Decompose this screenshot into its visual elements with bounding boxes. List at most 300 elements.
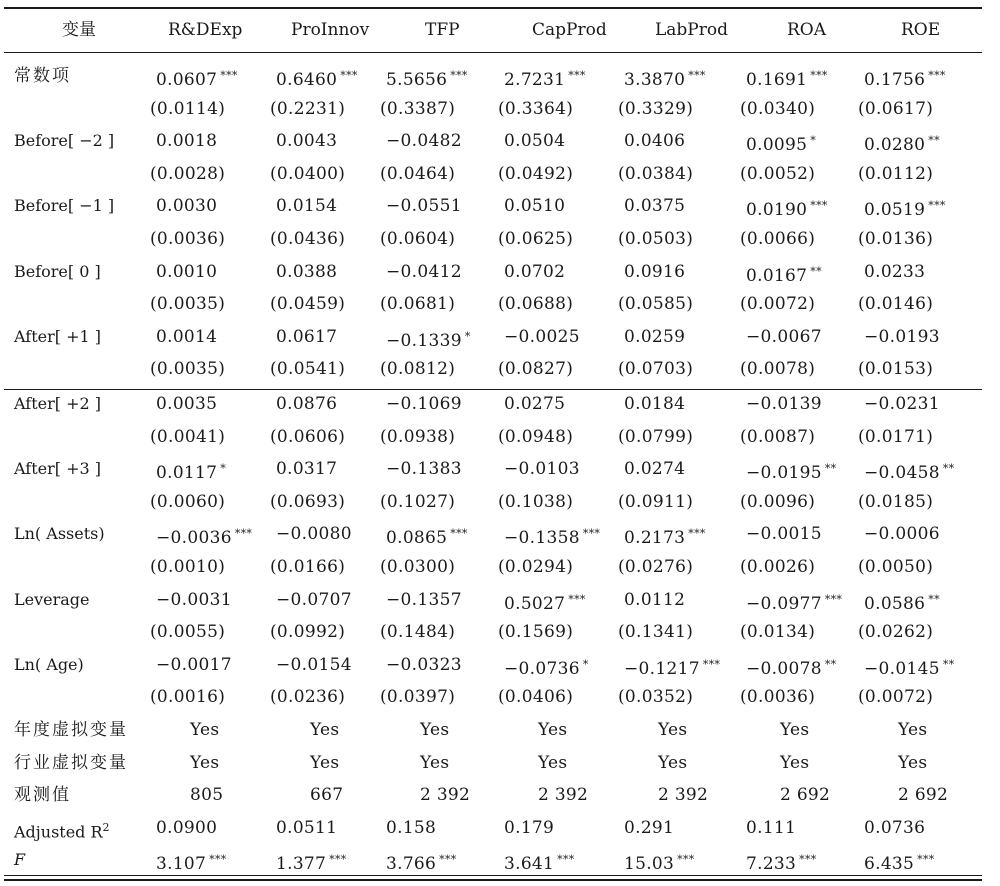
se-cell: (0.0166) [270,557,346,577]
row-label: 年度虚拟变量 [14,720,128,740]
coef-cell [276,389,337,419]
coef-cell [504,322,580,352]
value-text: 0.0018 [156,131,218,152]
significance-stars: *** [810,69,828,82]
table-row-footer [4,748,982,778]
coef-cell [156,389,217,419]
value-text: −0.0139 [746,394,822,414]
footer-cell [898,780,948,810]
footer-cell [420,715,449,745]
se-cell: (0.0060) [150,491,226,512]
value-text: 3.3870 [624,70,686,90]
table-row-coef [4,519,982,549]
coef-cell [276,191,337,221]
value-text: −0.0031 [156,589,232,610]
coef-cell [156,454,226,484]
coef-cell [746,322,822,352]
coef-cell [386,322,471,352]
coef-cell [504,126,565,156]
footer-cell [538,715,567,745]
se-cell: (0.0050) [858,557,934,577]
coef-cell [156,191,217,221]
se-cell: (0.1027) [380,491,456,512]
value-text: 0.1756 [864,70,926,90]
coef-cell [156,322,217,352]
significance-stars: * [582,657,589,671]
value-text: 0.0317 [276,459,338,480]
value-text: −0.0707 [276,589,352,610]
coef-cell [624,454,685,484]
table-row-coef [4,257,982,287]
value-text: 0.0112 [624,589,686,610]
footer-cell [746,813,796,843]
value-text: 0.0275 [504,394,566,414]
coef-cell [746,61,828,91]
value-text: 0.0259 [624,326,686,347]
se-cell: (0.0026) [740,557,816,577]
value-text: 0.0167 [746,265,808,286]
header-col-roe: ROE [901,20,941,40]
coef-cell [624,519,706,549]
value-text: 2.7231 [504,70,566,90]
coef-cell [386,519,468,549]
footer-cell [746,845,817,875]
significance-stars: *** [439,853,457,867]
value-text: 0.291 [624,817,675,838]
se-cell: (0.0948) [498,426,574,447]
value-text: 0.0865 [386,528,448,549]
bottom-rule-2 [4,879,982,881]
value-text: Yes [538,752,568,773]
se-cell: (0.0153) [858,359,934,380]
value-text: 0.1691 [746,70,808,90]
significance-stars: *** [582,527,601,541]
value-text: 0.0274 [624,459,686,480]
value-text: 0.5027 [504,593,566,614]
value-text: 0.0014 [156,326,218,347]
coef-cell [864,322,940,352]
significance-stars: * [464,329,471,343]
significance-stars: *** [234,527,253,541]
coef-cell [504,61,586,91]
value-text: Yes [898,752,928,773]
se-cell: (0.0236) [270,687,346,708]
footer-cell [780,748,809,778]
value-text: 0.0388 [276,261,338,282]
coef-cell [864,61,946,91]
coef-cell [386,191,462,221]
se-cell: (0.0276) [618,557,694,577]
value-text: 0.0607 [156,70,218,90]
coef-cell [624,389,685,419]
coef-cell [864,585,940,615]
value-text: −0.1339 [386,330,462,351]
significance-stars: ** [824,657,837,671]
value-text: Yes [538,720,568,740]
value-text: −0.1357 [386,589,462,610]
se-cell: (0.0134) [740,622,816,643]
se-cell: (0.0606) [270,426,346,447]
significance-stars: *** [677,853,695,867]
header-variable: 变量 [62,20,96,40]
footer-cell [864,813,925,843]
coef-cell [746,389,822,419]
footer-cell [898,715,927,745]
value-text: −0.0736 [504,658,580,679]
value-text: 0.0154 [276,196,338,217]
significance-stars: *** [688,527,706,541]
coef-cell [276,454,337,484]
value-text: 1.377 [276,854,327,875]
se-cell: (0.0072) [740,294,816,315]
value-text: 0.0035 [156,394,218,414]
coef-cell [276,585,352,615]
se-cell: (0.0492) [498,163,574,184]
header-col-capprod: CapProd [532,20,607,40]
value-text: −0.0080 [276,524,352,545]
value-text: 0.0233 [864,261,926,282]
coef-cell [156,126,217,156]
value-text: 3.766 [386,854,437,875]
value-text: 2 692 [780,785,831,806]
value-text: −0.0195 [746,463,822,484]
superscript: 2 [102,820,110,834]
se-cell: (0.0052) [740,163,816,184]
value-text: 0.0900 [156,817,218,838]
significance-stars: *** [329,853,347,867]
se-cell: (0.0035) [150,294,226,315]
footer-cell [190,748,219,778]
se-cell: (0.0397) [380,687,456,708]
value-text: 0.0511 [276,817,338,838]
header-rule [4,52,982,53]
footer-cell [310,748,339,778]
value-text: 0.158 [386,817,437,838]
value-text: 0.179 [504,817,555,838]
coef-cell [746,650,836,680]
table-row-footer [4,813,982,843]
se-cell: (0.0262) [858,622,934,643]
se-cell: (0.0688) [498,294,574,315]
value-text: −0.0025 [504,326,580,347]
footer-cell [386,813,436,843]
coef-cell [276,519,352,549]
coef-cell [624,126,685,156]
se-cell: (0.0938) [380,426,456,447]
coef-cell [156,257,217,287]
row-label: 常数项 [14,66,71,86]
significance-stars: *** [450,527,468,541]
value-text: 2 692 [898,785,949,806]
coef-cell [864,454,954,484]
coef-cell [746,519,822,549]
value-text: 2 392 [658,785,709,806]
value-text: −0.0036 [156,528,232,549]
value-text: −0.0458 [864,463,940,484]
coef-cell [504,389,565,419]
footer-cell [780,715,809,745]
se-cell: (0.0055) [150,622,226,643]
header-col-labprod: LabProd [655,20,728,40]
se-cell: (0.0352) [618,687,694,708]
se-cell: (0.0146) [858,294,934,315]
footer-cell [310,780,343,810]
coef-cell [864,126,940,156]
se-cell: (0.3364) [498,98,574,119]
se-cell: (0.1038) [498,491,574,512]
footer-cell [420,780,470,810]
significance-stars: *** [450,69,468,82]
coef-cell [746,191,828,221]
value-text: −0.0482 [386,131,462,152]
coef-cell [386,126,462,156]
value-text: Yes [190,752,220,773]
value-text: Yes [310,752,340,773]
se-cell: (0.0016) [150,687,226,708]
footer-cell [156,845,227,875]
coef-cell [624,257,685,287]
footer-cell [504,845,575,875]
value-text: −0.0231 [864,394,940,414]
value-text: Yes [780,752,810,773]
value-text: −0.1069 [386,394,462,414]
coef-cell [746,257,822,287]
footer-cell [538,780,588,810]
coef-cell [276,257,337,287]
footer-cell [658,748,687,778]
value-text: −0.0015 [746,524,822,545]
value-text: 0.0030 [156,196,218,217]
se-cell: (0.0617) [858,98,934,119]
table-row-se [4,487,982,517]
value-text: 6.435 [864,854,915,875]
se-cell: (0.0078) [740,359,816,380]
footer-cell [898,748,927,778]
se-cell: (0.0294) [498,557,574,577]
se-cell: (0.0911) [618,491,694,512]
footer-cell [504,813,554,843]
table-row-se [4,422,982,452]
value-text: Yes [420,720,450,740]
coef-cell [386,61,468,91]
coef-cell [624,61,706,91]
se-cell: (0.0459) [270,294,346,315]
se-cell: (0.0384) [618,163,694,184]
significance-stars: *** [209,853,227,867]
row-label: Before[ 0 ] [14,261,101,281]
coef-cell [864,389,940,419]
row-label: Before[ −2 ] [14,131,115,151]
row-label: Leverage [14,589,90,609]
value-text: −0.0067 [746,326,822,347]
significance-stars: *** [917,853,935,867]
significance-stars: *** [568,592,586,606]
coef-cell [276,322,337,352]
table-row-coef [4,454,982,484]
row-label: Ln( Assets) [14,524,105,544]
significance-stars: ** [928,134,940,148]
value-text: 0.0510 [504,196,566,217]
se-cell: (0.0625) [498,229,574,249]
coef-cell [504,454,580,484]
table-row-se [4,224,982,254]
table-row-se [4,159,982,189]
se-cell: (0.0400) [270,163,346,184]
value-text: 0.0586 [864,593,926,614]
se-cell: (0.0436) [270,229,346,249]
footer-cell [624,813,674,843]
significance-stars: * [810,134,817,148]
se-cell: (0.0541) [270,359,346,380]
value-text: 0.0184 [624,394,686,414]
value-text: Yes [658,752,688,773]
row-label: 行业虚拟变量 [14,752,128,773]
significance-stars: *** [928,69,946,82]
se-cell: (0.3387) [380,98,456,119]
value-text: −0.0412 [386,261,462,282]
coef-cell [276,126,337,156]
coef-cell [864,519,940,549]
se-cell: (0.0010) [150,557,226,577]
se-cell: (0.1341) [618,622,694,643]
coef-cell [624,650,720,680]
coef-cell [386,257,462,287]
table-row-footer [4,845,982,875]
se-cell: (0.0827) [498,359,574,380]
header-col-tfp: TFP [425,20,460,40]
se-cell: (0.0585) [618,294,694,315]
top-rule [4,7,982,9]
value-text: −0.0323 [386,654,462,675]
coef-cell [624,322,685,352]
table-row-footer [4,715,982,745]
coef-cell [746,454,836,484]
value-text: 3.107 [156,854,207,875]
significance-stars: *** [702,657,721,671]
value-text: −0.0006 [864,524,940,545]
se-cell: (0.0799) [618,426,694,447]
se-cell: (0.0096) [740,491,816,512]
table-row-coef [4,126,982,156]
row-label: After[ +2 ] [14,394,101,413]
se-cell: (0.0703) [618,359,694,380]
coef-cell [864,257,925,287]
coef-cell [504,191,565,221]
se-cell: (0.0185) [858,491,934,512]
value-text: 5.5656 [386,70,448,90]
se-cell: (0.0340) [740,98,816,119]
table-row-se [4,617,982,647]
value-text: 0.0702 [504,261,566,282]
table-row-se [4,354,982,384]
significance-stars: ** [824,462,837,476]
footer-cell [624,845,695,875]
row-label [14,813,110,843]
coef-cell [746,126,816,156]
value-text: 0.0406 [624,131,686,152]
value-text: 2 392 [538,785,589,806]
coef-cell [504,650,589,680]
coef-cell [276,650,352,680]
value-text: 3.641 [504,854,555,875]
row-label: After[ +3 ] [14,459,101,479]
coef-cell [624,585,685,615]
table-row-se [4,94,982,124]
value-text: 7.233 [746,854,797,875]
significance-stars: ** [928,592,940,606]
value-text: 805 [190,785,224,806]
row-label: F [14,850,26,870]
significance-stars: *** [220,69,238,82]
significance-stars: ** [942,657,955,671]
header-col-proinnov: ProInnov [291,20,370,40]
significance-stars: * [220,462,227,476]
footer-cell [156,813,217,843]
footer-cell [658,780,708,810]
row-label: Before[ −1 ] [14,196,115,216]
value-text: −0.0154 [276,654,352,675]
coef-cell [864,191,946,221]
se-cell: (0.0036) [740,687,816,708]
value-text: 0.0736 [864,817,926,838]
se-cell: (0.0036) [150,229,226,249]
value-text: 0.0519 [864,200,926,221]
coef-cell [386,650,462,680]
se-cell: (0.0812) [380,359,456,380]
value-text: 0.111 [746,817,797,838]
se-cell: (0.0693) [270,491,346,512]
footer-cell [538,748,567,778]
se-cell: (0.0604) [380,229,456,249]
se-cell: (0.1569) [498,622,574,643]
se-cell: (0.0035) [150,359,226,380]
coef-cell [864,650,954,680]
value-text: 0.0916 [624,261,686,282]
significance-stars: *** [810,199,828,213]
significance-stars: ** [810,264,822,278]
value-text: Yes [190,720,220,740]
significance-stars: *** [799,853,817,867]
se-cell: (0.0992) [270,622,346,643]
coef-cell [156,650,232,680]
footer-cell [190,780,223,810]
significance-stars: *** [568,69,586,82]
row-label: After[ +1 ] [14,326,101,346]
row-label: 观测值 [14,785,71,806]
significance-stars: *** [340,69,358,82]
value-text: −0.0977 [746,593,822,614]
header-col-rdexp: R&DExp [168,20,243,40]
row-label-text: Adjusted R [14,822,103,842]
se-cell: (0.0406) [498,687,574,708]
se-cell: (0.0114) [150,98,226,119]
se-cell: (0.0072) [858,687,934,708]
table-row-coef [4,650,982,680]
se-cell: (0.0087) [740,426,816,447]
coef-cell [156,61,238,91]
value-text: −0.1383 [386,459,462,480]
value-text: −0.0103 [504,459,580,480]
header-col-roa: ROA [787,20,827,40]
value-text: Yes [420,752,450,773]
value-text: −0.0145 [864,658,940,679]
value-text: −0.1217 [624,658,700,679]
se-cell: (0.0041) [150,426,226,447]
footer-cell [190,715,219,745]
value-text: 0.0375 [624,196,686,217]
table-row-se [4,682,982,712]
value-text: 0.0504 [504,131,566,152]
